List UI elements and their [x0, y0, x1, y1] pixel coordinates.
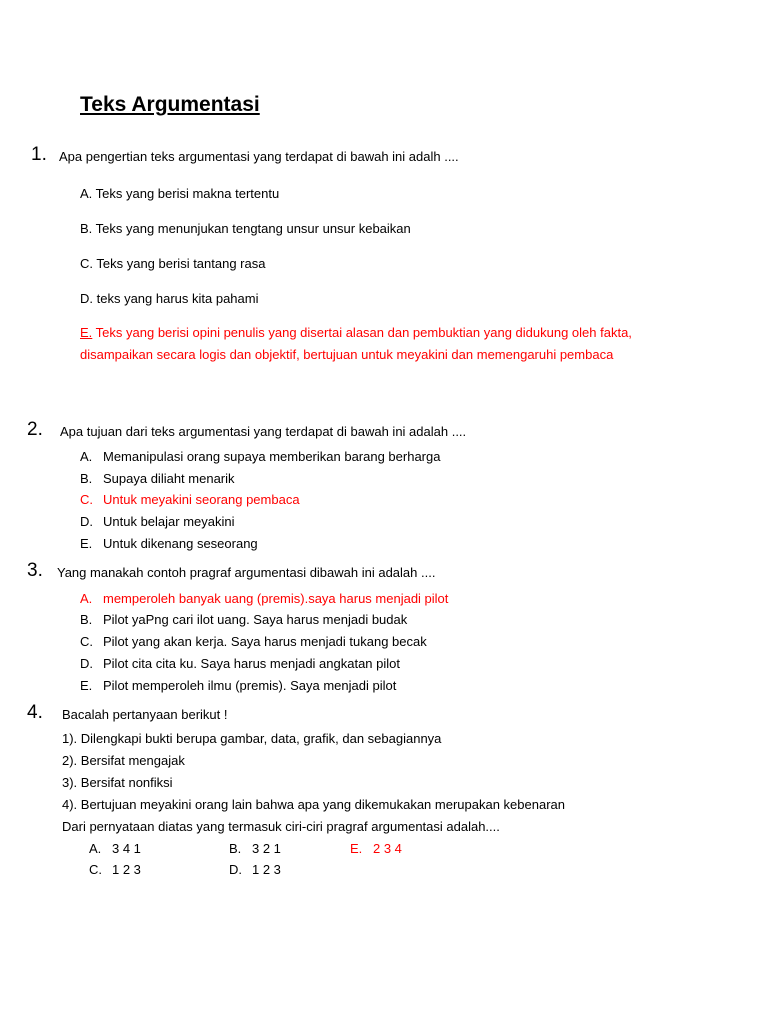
- option-text: Untuk belajar meyakini: [103, 514, 235, 529]
- option-text: Pilot yang akan kerja. Saya harus menjadi tukang becak: [103, 634, 427, 649]
- option-letter: A.: [80, 449, 93, 464]
- option-letter-answer: C.: [80, 492, 93, 507]
- option-letter: B.: [229, 841, 242, 856]
- option-text-answer: Untuk meyakini seorang pembaca: [103, 492, 300, 507]
- option-letter: B.: [80, 612, 93, 627]
- answer-letter: E.: [80, 325, 93, 340]
- option-text: Untuk dikenang seseorang: [103, 536, 258, 551]
- question-prompt: Bacalah pertanyaan berikut !: [62, 707, 228, 722]
- option-c: C. Teks yang berisi tantang rasa: [80, 256, 266, 271]
- option-text: 1 2 3: [112, 862, 141, 877]
- option-letter: E.: [80, 678, 93, 693]
- option-letter-answer: A.: [80, 591, 93, 606]
- option-letter-answer: E.: [350, 841, 363, 856]
- option-text: 3 2 1: [252, 841, 281, 856]
- option-b: B. Teks yang menunjukan tengtang unsur unsur kebaikan: [80, 221, 411, 236]
- question-prompt: Yang manakah contoh pragraf argumentasi dibawah ini adalah ....: [57, 565, 436, 580]
- option-text-answer: 2 3 4: [373, 841, 402, 856]
- option-text: 3 4 1: [112, 841, 141, 856]
- option-letter: C.: [80, 634, 93, 649]
- option-d: D. teks yang harus kita pahami: [80, 291, 259, 306]
- question-number: 4.: [27, 702, 43, 723]
- option-text: Pilot yaPng cari ilot uang. Saya harus menjadi budak: [103, 612, 408, 627]
- statement-3: 3). Bersifat nonfiksi: [62, 775, 173, 790]
- option-e-answer: [80, 325, 632, 341]
- statement-1: 1). Dilengkapi bukti berupa gambar, data, grafik, dan sebagiannya: [62, 731, 442, 746]
- option-text: Pilot memperoleh ilmu (premis). Saya menjadi pilot: [103, 678, 397, 693]
- question-prompt: Apa tujuan dari teks argumentasi yang terdapat di bawah ini adalah ....: [60, 424, 467, 439]
- statement-4: 4). Bertujuan meyakini orang lain bahwa apa yang dikemukakan merupakan kebenaran: [62, 797, 565, 812]
- option-text-answer: memperoleh banyak uang (premis).saya harus menjadi pilot: [103, 591, 449, 606]
- answer-text-line-1: Teks yang berisi opini penulis yang disertai alasan dan pembuktian yang didukung oleh fakta,: [92, 325, 632, 340]
- question-number: 2.: [27, 419, 43, 440]
- option-text: Pilot cita cita ku. Saya harus menjadi angkatan pilot: [103, 656, 401, 671]
- option-letter: B.: [80, 471, 93, 486]
- page-title: Teks Argumentasi: [80, 93, 260, 116]
- option-text: Supaya diliaht menarik: [103, 471, 235, 486]
- question-number: 3.: [27, 560, 43, 581]
- option-text: Memanipulasi orang supaya memberikan barang berharga: [103, 449, 441, 464]
- option-letter: D.: [229, 862, 242, 877]
- answer-text-line-2: disampaikan secara logis dan objektif, bertujuan untuk meyakini dan memengaruhi pembaca: [80, 347, 614, 362]
- question-number: 1.: [31, 144, 47, 165]
- option-letter: C.: [89, 862, 102, 877]
- option-letter: E.: [80, 536, 93, 551]
- statement-2: 2). Bersifat mengajak: [62, 753, 185, 768]
- option-letter: A.: [89, 841, 102, 856]
- option-text: 1 2 3: [252, 862, 281, 877]
- question-text: Dari pernyataan diatas yang termasuk ciri-ciri pragraf argumentasi adalah....: [62, 819, 500, 834]
- option-a: A. Teks yang berisi makna tertentu: [80, 186, 280, 201]
- option-letter: D.: [80, 656, 93, 671]
- option-letter: D.: [80, 514, 93, 529]
- question-prompt: Apa pengertian teks argumentasi yang terdapat di bawah ini adalh ....: [59, 149, 459, 164]
